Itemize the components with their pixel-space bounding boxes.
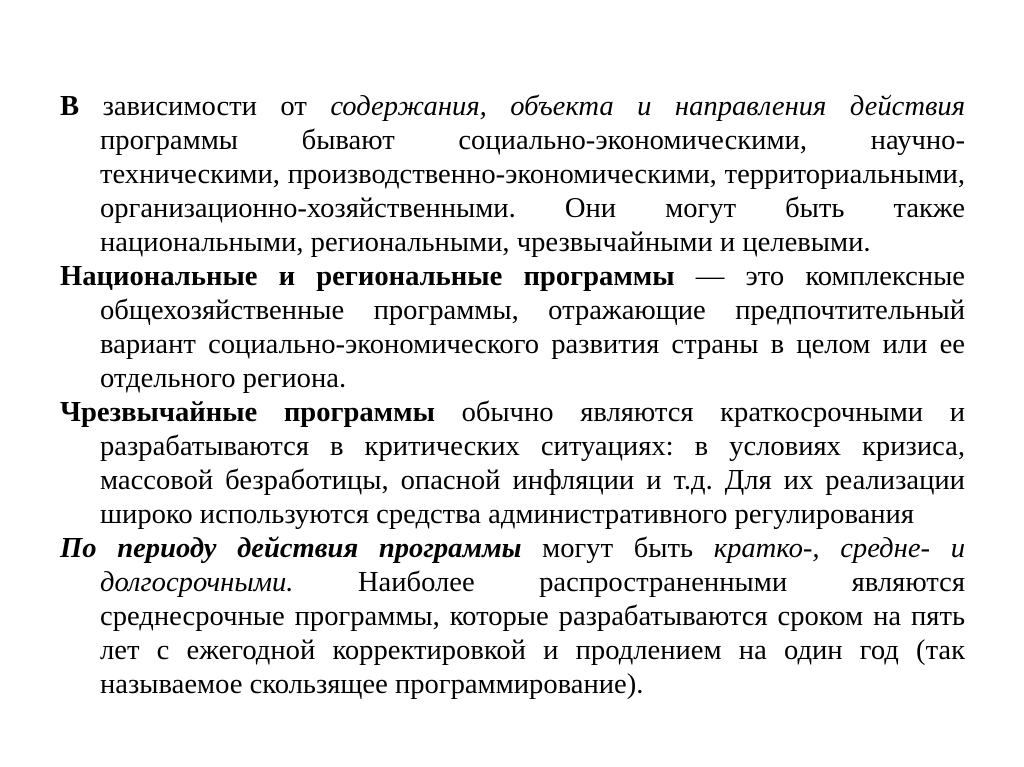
paragraph-national-programs [60, 260, 965, 396]
text-run: могут быть [521, 533, 714, 564]
slide-body [60, 90, 965, 702]
bold-term: Чрезвычайные программы [60, 397, 435, 428]
text-run: — это комплексные общехозяйственные программы, отражающие предпочтительный вариант социально-экономического развития страны в целом или ее отдельного региона. [100, 261, 965, 394]
italic-term: содержания, объекта и направления действия [330, 91, 965, 122]
bold-term: Национальные и региональные программы [60, 261, 675, 292]
paragraph-lead-letter: В [60, 91, 80, 122]
text-run: программы бывают социально-экономическими, научно-техническими, производственно-экономическими, территориальными, организационно-хозяйственными. Они могут быть также национальными, региональными, чрезвычайными и целевыми. [100, 125, 965, 258]
paragraph-program-types [60, 90, 965, 260]
bold-italic-term: По периоду действия программы [60, 533, 522, 564]
paragraph-program-duration [60, 532, 965, 702]
text-run: зависимости от [79, 91, 331, 122]
text-run: обычно являются краткосрочными и разрабатываются в критических ситуациях: в условиях кризиса, массовой безработицы, опасной инфляции и т.д. Для их реализации широко используются средства административного регулирования [100, 397, 965, 530]
text-run: Наиболее распространенными являются среднесрочные программы, которые разрабатываются сроком на пять лет с ежегодной корректировкой и продлением на один год (так называемое скользящее программирование). [100, 567, 965, 700]
italic-term: кратко-, средне- и долгосрочными. [100, 533, 965, 598]
paragraph-emergency-programs [60, 396, 965, 532]
